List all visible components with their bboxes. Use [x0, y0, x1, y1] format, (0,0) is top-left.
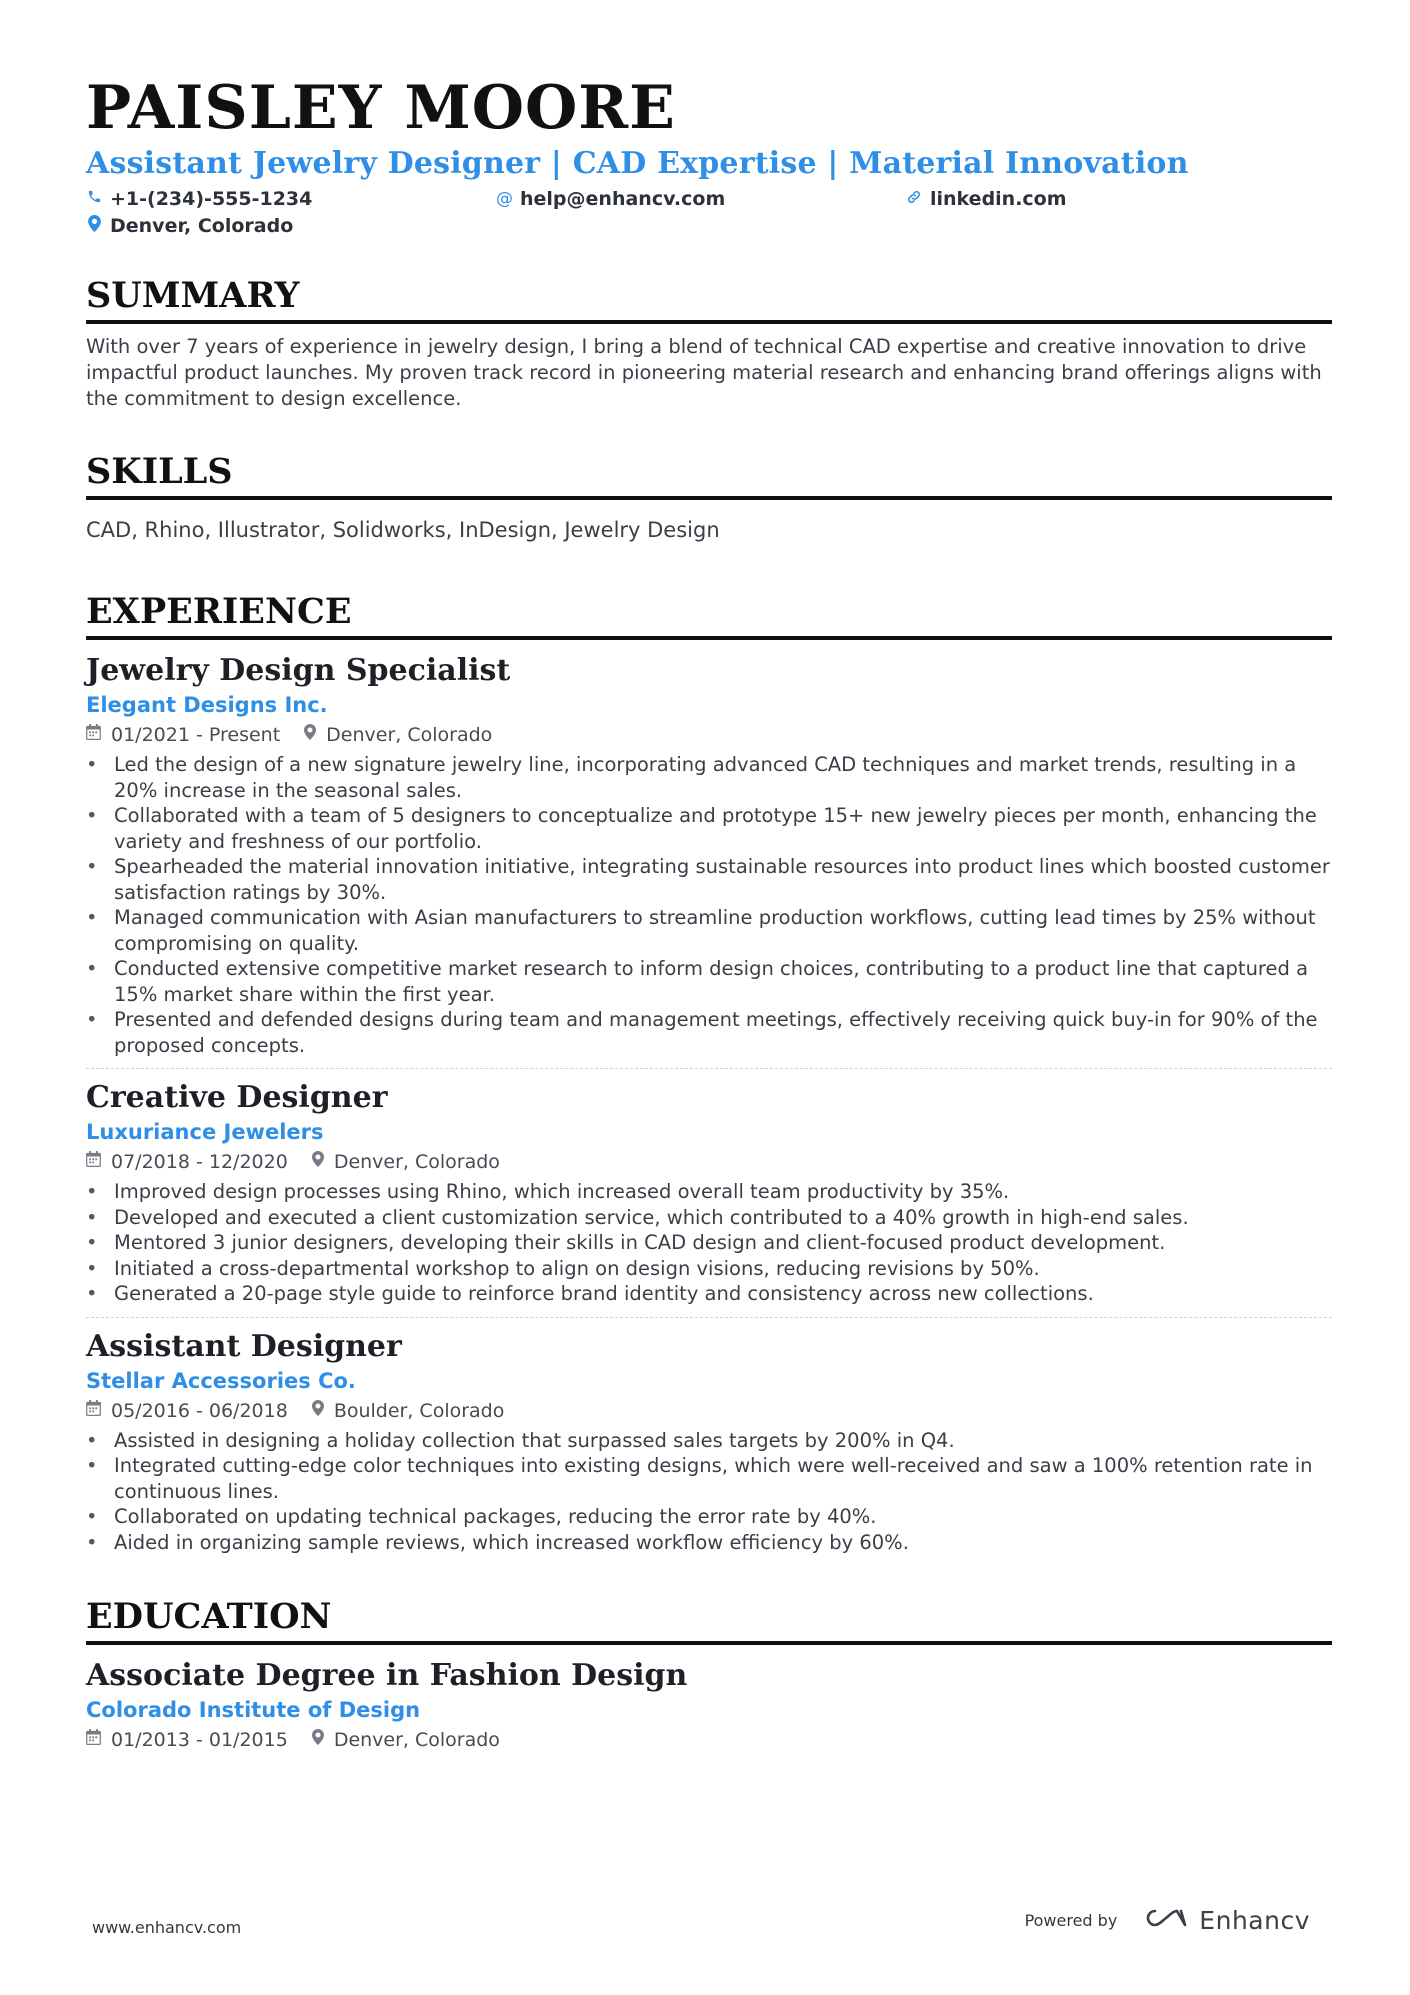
education-heading: EDUCATION	[86, 1595, 1332, 1645]
phone-icon	[86, 189, 102, 209]
link-icon	[906, 189, 922, 210]
contact-phone[interactable]	[86, 188, 312, 210]
bullet-item: • Improved design processes using Rhino, which increased overall team productivity by 35%.	[86, 1179, 1332, 1205]
map-pin-icon	[312, 1725, 324, 1755]
job-location	[312, 1147, 500, 1177]
contact-linkedin[interactable]	[906, 188, 1067, 210]
experience-heading: EXPERIENCE	[86, 590, 1332, 640]
candidate-name: PAISLEY MOORE	[86, 73, 676, 143]
company-name: Elegant Designs Inc.	[86, 693, 328, 717]
bullet-item: • Mentored 3 junior designers, developing their skills in CAD design and client-focused product development.	[86, 1230, 1332, 1256]
contact-info	[86, 188, 1332, 244]
job-dates: 07/2018 - 12/2020	[111, 1151, 288, 1173]
bullet-item: • Collaborated with a team of 5 designers to conceptualize and prototype 15+ new jewelry pieces per month, enhancing the variety and freshness of our portfolio.	[86, 803, 1332, 854]
powered-by-label: Powered by	[1024, 1911, 1118, 1930]
entry-divider	[86, 1068, 1332, 1069]
calendar-icon	[86, 1147, 101, 1177]
job-title: Creative Designer	[86, 1080, 388, 1115]
calendar-icon	[86, 720, 101, 750]
summary-heading: SUMMARY	[86, 274, 1332, 324]
bullet-item: • Aided in organizing sample reviews, which increased workflow efficiency by 60%.	[86, 1530, 1332, 1556]
contact-location	[86, 215, 293, 237]
resume-page	[86, 72, 1332, 1755]
company-name: Luxuriance Jewelers	[86, 1120, 324, 1144]
education-dates: 01/2013 - 01/2015	[111, 1729, 288, 1751]
bullet-item: • Developed and executed a client customization service, which contributed to a 40% growth in high-end sales.	[86, 1205, 1332, 1231]
company-name: Stellar Accessories Co.	[86, 1368, 356, 1393]
map-pin-icon	[86, 215, 102, 237]
email-address: help@enhancv.com	[520, 188, 726, 210]
experience-section	[86, 590, 1332, 1555]
degree-title: Associate Degree in Fashion Design	[86, 1658, 688, 1693]
bullet-item: • Led the design of a new signature jewelry line, incorporating advanced CAD techniques and market trends, resulting in a 20% increase in the seasonal sales.	[86, 752, 1332, 803]
job-bullets	[86, 752, 1332, 1058]
job-entry	[86, 1328, 1332, 1556]
summary-section	[86, 274, 1332, 412]
map-pin-icon	[312, 1147, 324, 1177]
skills-text: CAD, Rhino, Illustrator, Solidworks, InDesign, Jewelry Design	[86, 518, 720, 542]
education-location-text: Denver, Colorado	[333, 1729, 500, 1751]
job-meta	[86, 720, 1332, 750]
bullet-item: • Managed communication with Asian manufacturers to streamline production workflows, cutting lead times by 25% without compromising on quality.	[86, 905, 1332, 956]
bullet-item: • Initiated a cross-departmental workshop to align on design visions, reducing revisions by 50%.	[86, 1256, 1332, 1282]
job-location	[312, 1396, 505, 1426]
skills-heading: SKILLS	[86, 450, 1332, 500]
location-text: Denver, Colorado	[110, 215, 294, 237]
brand-name: Enhancv	[1199, 1906, 1310, 1935]
job-location-text: Denver, Colorado	[326, 724, 493, 746]
bullet-item: • Generated a 20-page style guide to reinforce brand identity and consistency across new collections.	[86, 1281, 1332, 1307]
calendar-icon	[86, 1725, 101, 1755]
summary-text: With over 7 years of experience in jewelry design, I bring a blend of technical CAD expertise and creative innovation to drive impactful product launches. My proven track record in pioneering material research and enhancing brand offerings aligns with the commitment to design excellence.	[86, 335, 1322, 410]
job-title: Assistant Designer	[86, 1328, 402, 1364]
skills-section	[86, 450, 1332, 544]
education-meta	[86, 1725, 1332, 1755]
bullet-item: • Presented and defended designs during team and management meetings, effectively receiving quick buy-in for 90% of the proposed concepts.	[86, 1007, 1332, 1058]
education-location	[312, 1725, 500, 1755]
linkedin-url: linkedin.com	[930, 188, 1067, 210]
bullet-item: • Collaborated on updating technical packages, reducing the error rate by 40%.	[86, 1504, 1332, 1530]
footer-branding	[1025, 1906, 1310, 1935]
contact-email[interactable]	[496, 188, 725, 210]
bullet-item: • Assisted in designing a holiday collection that surpassed sales targets by 200% in Q4.	[86, 1428, 1332, 1454]
job-location-text: Denver, Colorado	[333, 1151, 500, 1173]
job-dates: 05/2016 - 06/2018	[111, 1399, 288, 1422]
job-meta	[86, 1396, 1332, 1426]
infinity-logo-icon	[1143, 1906, 1189, 1935]
job-bullets	[86, 1428, 1332, 1556]
bullet-item: • Integrated cutting-edge color techniques into existing designs, which were well-received and saw a 100% retention rate in continuous lines.	[86, 1453, 1332, 1504]
job-location-text: Boulder, Colorado	[333, 1399, 505, 1422]
job-entry	[86, 652, 1332, 1058]
map-pin-icon	[304, 720, 316, 750]
brand-logo[interactable]	[1143, 1906, 1310, 1935]
at-icon: @	[496, 189, 513, 209]
bullet-item: • Spearheaded the material innovation initiative, integrating sustainable resources into product lines which boosted customer satisfaction ratings by 30%.	[86, 854, 1332, 905]
calendar-icon	[86, 1396, 101, 1426]
job-dates: 01/2021 - Present	[111, 724, 281, 746]
job-entry	[86, 1079, 1332, 1307]
job-title: Jewelry Design Specialist	[86, 653, 511, 688]
phone-number: +1-(234)-555-1234	[110, 188, 313, 210]
job-bullets	[86, 1179, 1332, 1307]
job-meta	[86, 1147, 1332, 1177]
education-entry	[86, 1657, 1332, 1755]
job-location	[304, 720, 492, 750]
footer-website[interactable]: www.enhancv.com	[92, 1918, 242, 1937]
education-section	[86, 1595, 1332, 1755]
bullet-item: • Conducted extensive competitive market research to inform design choices, contributing to a product line that captured a 15% market share within the first year.	[86, 956, 1332, 1007]
candidate-headline: Assistant Jewelry Designer | CAD Expertise | Material Innovation	[86, 146, 1189, 181]
map-pin-icon	[312, 1396, 324, 1426]
school-name: Colorado Institute of Design	[86, 1698, 421, 1722]
entry-divider	[86, 1317, 1332, 1318]
